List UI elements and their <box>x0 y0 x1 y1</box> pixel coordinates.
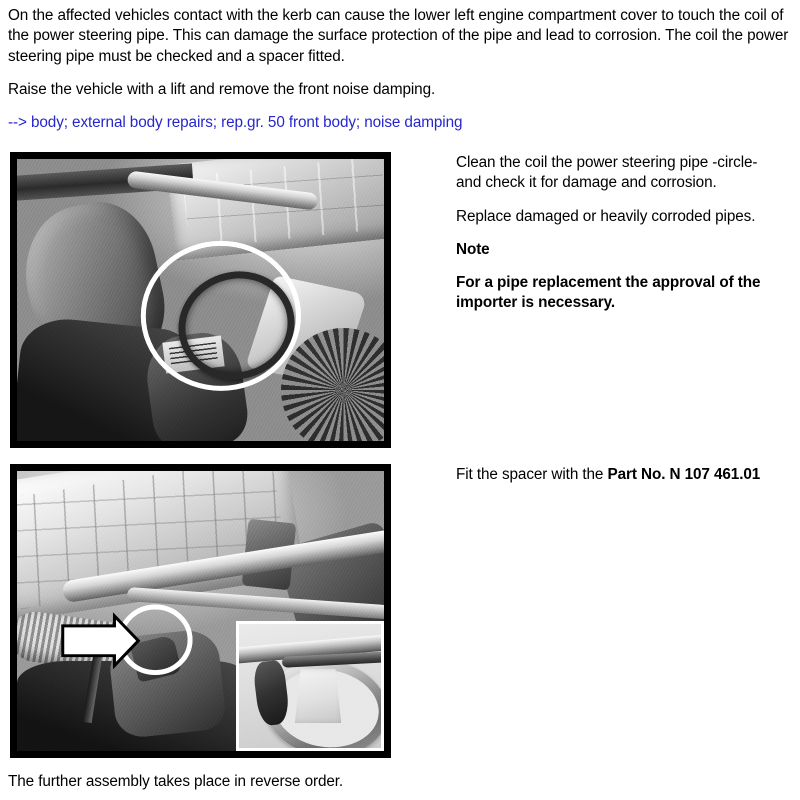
intro-text-block <box>8 6 792 133</box>
cross-reference-link[interactable]: --> body; external body repairs; rep.gr. 50 front body; noise damping <box>8 114 463 132</box>
figure-1-caption-column <box>456 153 776 314</box>
figure-2-caption <box>456 465 776 485</box>
photo-grain-overlay <box>17 159 384 441</box>
note-heading: Note <box>456 240 490 258</box>
note-body: For a pipe replacement the approval of the importer is necessary. <box>456 274 761 312</box>
figure-2-photo-frame <box>10 464 391 758</box>
part-number-label: Part No. N 107 461.01 <box>607 466 761 483</box>
figure-2-photograph <box>17 471 384 751</box>
figure-2-caption-column <box>456 465 776 485</box>
figure-2-caption-prefix: Fit the spacer with the <box>456 466 608 483</box>
figure-2-detail-inset <box>236 621 384 751</box>
figure-1-caption-paragraph-2: Replace damaged or heavily corroded pipes. <box>456 207 756 225</box>
figure-1-caption-paragraph-1: Clean the coil the power steering pipe -circle- and check it for damage and corrosion. <box>456 154 758 192</box>
intro-paragraph-2: Raise the vehicle with a lift and remove the front noise damping. <box>8 80 436 98</box>
closing-note: The further assembly takes place in reverse order. <box>8 773 344 790</box>
intro-paragraph-1: On the affected vehicles contact with the kerb can cause the lower left engine compartment cover to touch the coil of the power steering pipe. This can damage the surface protection of the pipe and lead to corrosion. The coil the power steering pipe must be checked and a spacer fitted. <box>8 7 789 65</box>
figure-1-photo-frame <box>10 152 391 448</box>
inset-grain-overlay <box>239 624 381 748</box>
figure-1-photograph <box>17 159 384 441</box>
